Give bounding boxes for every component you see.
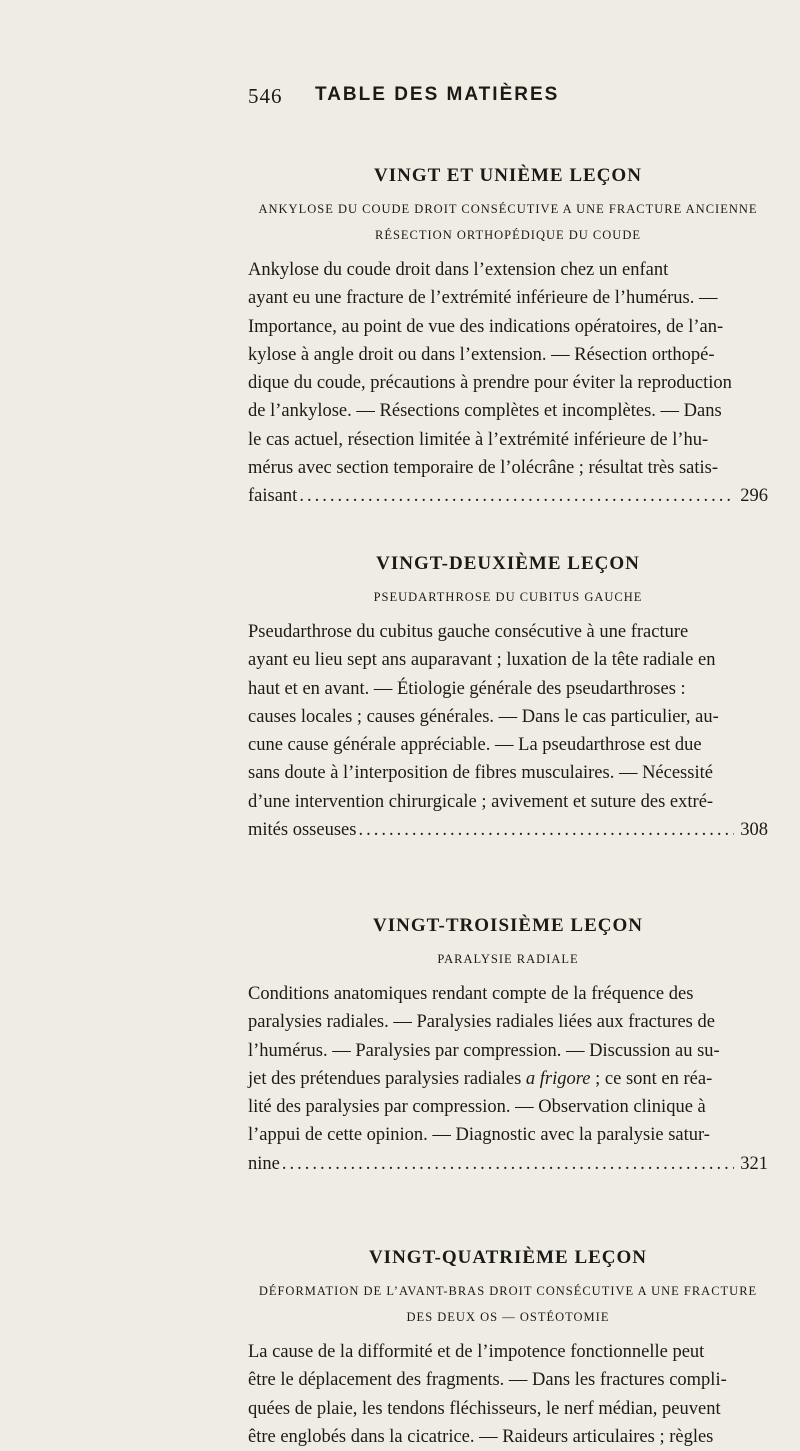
summary-line: ayant eu une fracture de l’extrémité inférieure de l’humérus. — — [248, 288, 718, 309]
summary-line: ayant eu lieu sept ans auparavant ; luxation de la tête radiale en — [248, 650, 716, 671]
summary-line: mérus avec section temporaire de l’olécrâne ; résultat très satis- — [248, 458, 719, 479]
lesson-21 — [248, 164, 768, 511]
summary-line: de l’ankylose. — Résections complètes et incomplètes. — Dans — [248, 401, 722, 422]
summary-line: quées de plaie, les tendons fléchisseurs, le nerf médian, peuvent — [248, 1398, 721, 1419]
page-number: 546 — [248, 84, 283, 108]
lesson-summary — [248, 980, 768, 1178]
dot-leader — [282, 1150, 734, 1178]
lesson-title: VINGT-DEUXIÈME LEÇON — [376, 553, 640, 574]
lesson-summary — [248, 256, 768, 511]
lesson-subtitle — [248, 584, 768, 610]
lesson-title: VINGT ET UNIÈME LEÇON — [374, 165, 642, 186]
summary-line: La cause de la difformité et de l’impotence fonctionnelle peut — [248, 1342, 705, 1362]
summary-line: cune cause générale appréciable. — La pseudarthrose est due — [248, 735, 702, 756]
lesson-subtitle — [248, 1278, 768, 1330]
summary-line: causes locales ; causes générales. — Dans le cas particulier, au- — [248, 706, 719, 727]
toc-entry[interactable] — [248, 482, 768, 510]
line-text: ; ce sont en réa- — [590, 1068, 713, 1089]
summary-line: l’appui de cette opinion. — Diagnostic avec la paralysie satur- — [248, 1125, 710, 1146]
lesson-title: VINGT-QUATRIÈME LEÇON — [368, 1247, 648, 1268]
summary-line — [248, 1065, 768, 1093]
summary-line: Importance, au point de vue des indications opératoires, de l’an- — [248, 316, 724, 337]
lesson-subtitle — [248, 196, 768, 248]
lesson-23 — [248, 914, 768, 1178]
summary-line: dique du coude, précautions à prendre pour éviter la reproduction — [248, 373, 732, 394]
summary-line: être englobés dans la cicatrice. — Raideurs articulaires ; règles — [248, 1426, 714, 1447]
line-text: jet des prétendues paralysies radiales — [248, 1068, 526, 1089]
summary-line: kylose à angle droit ou dans l’extension. — Résection orthopé- — [248, 344, 715, 365]
summary-line: Pseudarthrose du cubitus gauche consécutive à une fracture — [248, 622, 689, 642]
summary-line: paralysies radiales. — Paralysies radiales liées aux fractures de — [248, 1012, 715, 1033]
lesson-24 — [248, 1246, 768, 1451]
subtitle-line: DÉFORMATION DE L’AVANT-BRAS DROIT CONSÉCUTIVE A UNE FRACTURE — [258, 1284, 758, 1298]
summary-line: être le déplacement des fragments. — Dans les fractures compli- — [248, 1370, 727, 1391]
summary-line: Conditions anatomiques rendant compte de la fréquence des — [248, 984, 694, 1004]
summary-line: haut et en avant. — Étiologie générale des pseudarthroses : — [248, 678, 686, 699]
summary-line: l’humérus. — Paralysies par compression. — Discussion au su- — [248, 1040, 720, 1061]
running-title: TABLE DES MATIÈRES — [315, 84, 560, 105]
subtitle-line: PARALYSIE RADIALE — [437, 952, 579, 966]
subtitle-line: ANKYLOSE DU COUDE DROIT CONSÉCUTIVE A UNE FRACTURE ANCIENNE — [258, 202, 758, 216]
page-ref: 321 — [740, 1153, 768, 1174]
summary-line: sans doute à l’interposition de fibres musculaires. — Nécessité — [248, 763, 713, 784]
subtitle-line: DES DEUX OS — OSTÉOTOMIE — [406, 1310, 610, 1324]
lesson-title: VINGT-TROISIÈME LEÇON — [373, 915, 643, 936]
summary-line: d’une intervention chirurgicale ; avivement et suture des extré- — [248, 791, 714, 812]
page-ref: 308 — [740, 820, 768, 841]
subtitle-line: RÉSECTION ORTHOPÉDIQUE DU COUDE — [374, 228, 641, 242]
toc-entry[interactable] — [248, 1150, 768, 1178]
lesson-summary — [248, 618, 768, 844]
page-ref: 296 — [740, 486, 768, 507]
subtitle-line: PSEUDARTHROSE DU CUBITUS GAUCHE — [373, 590, 643, 604]
dot-leader — [358, 816, 734, 844]
lesson-summary — [248, 1338, 768, 1451]
summary-last-line: faisant — [248, 486, 298, 507]
summary-line: Ankylose du coude droit dans l’extension chez un enfant — [248, 260, 669, 280]
toc-entry[interactable] — [248, 816, 768, 844]
italic-term: a frigore — [525, 1068, 591, 1089]
summary-last-line: nine — [248, 1153, 280, 1174]
dot-leader — [299, 482, 734, 510]
summary-last-line: mités osseuses — [248, 820, 357, 841]
lesson-subtitle — [248, 946, 768, 972]
lesson-22 — [248, 552, 768, 844]
summary-line: le cas actuel, résection limitée à l’extrémité inférieure de l’hu- — [248, 429, 709, 450]
summary-line: lité des paralysies par compression. — Observation clinique à — [248, 1097, 706, 1118]
page-header — [248, 84, 768, 124]
